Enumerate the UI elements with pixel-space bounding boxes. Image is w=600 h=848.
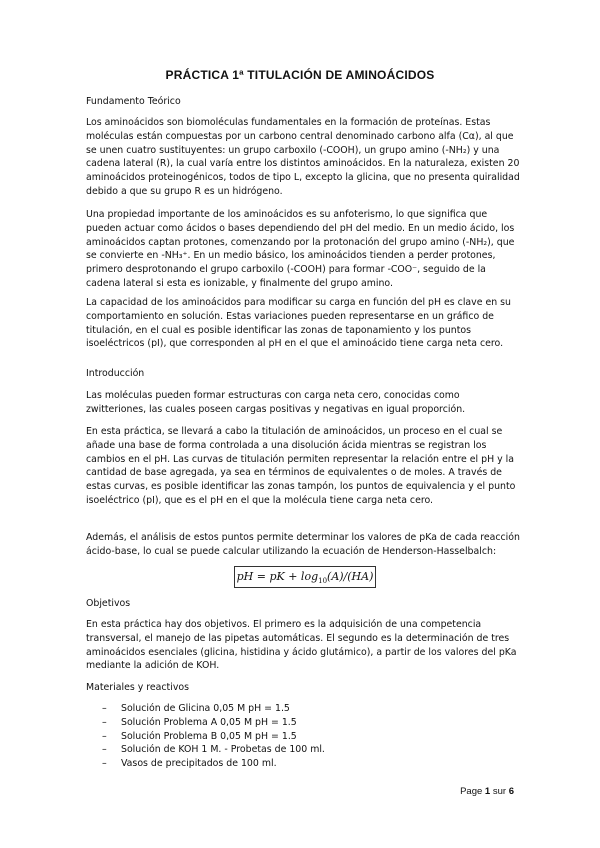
list-bullet: – (102, 744, 107, 756)
list-item-text: Solución de Glicina 0,05 M pH = 1.5 (121, 703, 290, 714)
footer-middle: sur (490, 786, 509, 797)
list-item (102, 716, 325, 730)
footer-page-total: 6 (508, 786, 514, 797)
equation-lhs: pH = pK + log (236, 570, 319, 583)
paragraph-intro-3: Además, el análisis de estos puntos permite determinar los valores de pKa de cada reacción ácido-base, lo cual se puede calcular utilizando la ecuación de Henderson-Hasselbalch: (86, 532, 520, 557)
list-bullet: – (102, 703, 107, 714)
equation-subscript: 10 (318, 577, 328, 586)
heading-fundamento: Fundamento Teórico (86, 96, 181, 107)
list-item-text: Vasos de precipitados de 100 ml. (121, 758, 277, 770)
heading-objetivos: Objetivos (86, 598, 131, 609)
list-bullet: – (102, 758, 107, 770)
list-item-text: Solución Problema A 0,05 M pH = 1.5 (121, 716, 297, 728)
paragraph-objetivos: En esta práctica hay dos objetivos. El primero es la adquisición de una competencia transversal, el manejo de las pipetas automáticas. El segundo es la determinación de tres aminoácidos esenciales (glicina, histidina y ácido glutámico), a partir de los valores del pKa mediante la adición de KOH. (86, 619, 517, 672)
henderson-hasselbalch-equation (234, 566, 376, 588)
footer-prefix: Page (460, 786, 485, 797)
list-item-text: Solución de KOH 1 M. - Probetas de 100 ml. (121, 744, 325, 756)
list-item (102, 757, 325, 771)
equation-rhs: (A)/(HA) (327, 570, 374, 583)
paragraph-fundamento-2: Una propiedad importante de los aminoácidos es su anfoterismo, lo que significa que pueden actuar como ácidos o bases dependiendo del pH del medio. En un medio ácido, los aminoácidos captan protones, comenzando por la protonación del grupo amino (-NH₂), que se convierte en -NH₃⁺. En un medio básico, los aminoácidos tienden a perder protones, primero desprotonando el grupo carboxilo (-COOH) para formar -COO⁻, seguido de la cadena lateral si esta es ionizable, y finalmente del grupo amino. (86, 209, 515, 289)
paragraph-fundamento-3: La capacidad de los aminoácidos para modificar su carga en función del pH es clave en su comportamiento en solución. Estas variaciones pueden representarse en un gráfico de titulación, en el cual es posible identificar las zonas de taponamiento y los puntos isoeléctricos (pI), que corresponden al pH en el que el aminoácido tiene carga neta cero. (86, 297, 511, 350)
list-bullet: – (102, 730, 107, 742)
list-item (102, 702, 325, 716)
list-item (102, 730, 325, 744)
paragraph-intro-1: Las moléculas pueden formar estructuras con carga neta cero, conocidas como zwitteriones, las cuales poseen cargas positivas y negativas en igual proporción. (86, 390, 466, 415)
list-bullet: – (102, 716, 107, 728)
page-footer (460, 786, 514, 797)
document-title: PRÁCTICA 1ª TITULACIÓN DE AMINOÁCIDOS (165, 68, 435, 82)
heading-materiales: Materiales y reactivos (86, 682, 190, 693)
paragraph-fundamento-1: Los aminoácidos son biomoléculas fundamentales en la formación de proteínas. Estas moléculas están compuestas por un carbono central denominado carbono alfa (Cα), al que se unen cuatro sustituyentes: un grupo carboxilo (-COOH), un grupo amino (-NH₂) y una cadena lateral (R), la cual varía entre los distintos aminoácidos. En la naturaleza, existen 20 aminoácidos proteinogénicos, todos de tipo L, excepto la glicina, que no presenta quiralidad debido a que su grupo R es un hidrógeno. (86, 117, 520, 197)
heading-introduccion: Introducción (86, 368, 145, 379)
paragraph-intro-2: En esta práctica, se llevará a cabo la titulación de aminoácidos, un proceso en el cual se añade una base de forma controlada a una disolución ácida mientras se registran los cambios en el pH. Las curvas de titulación permiten representar la relación entre el pH y la cantidad de base agregada, ya sea en términos de equivalentes o de moles. A través de estas curvas, es posible identificar las zonas tampón, los puntos de equivalencia y el punto isoeléctrico (pI), que es el pH en el que la molécula tiene carga neta cero. (86, 426, 516, 506)
materials-list (102, 702, 325, 771)
footer-page-number: 1 (484, 786, 491, 797)
list-item-text: Solución Problema B 0,05 M pH = 1.5 (121, 730, 297, 742)
list-item (102, 743, 325, 757)
